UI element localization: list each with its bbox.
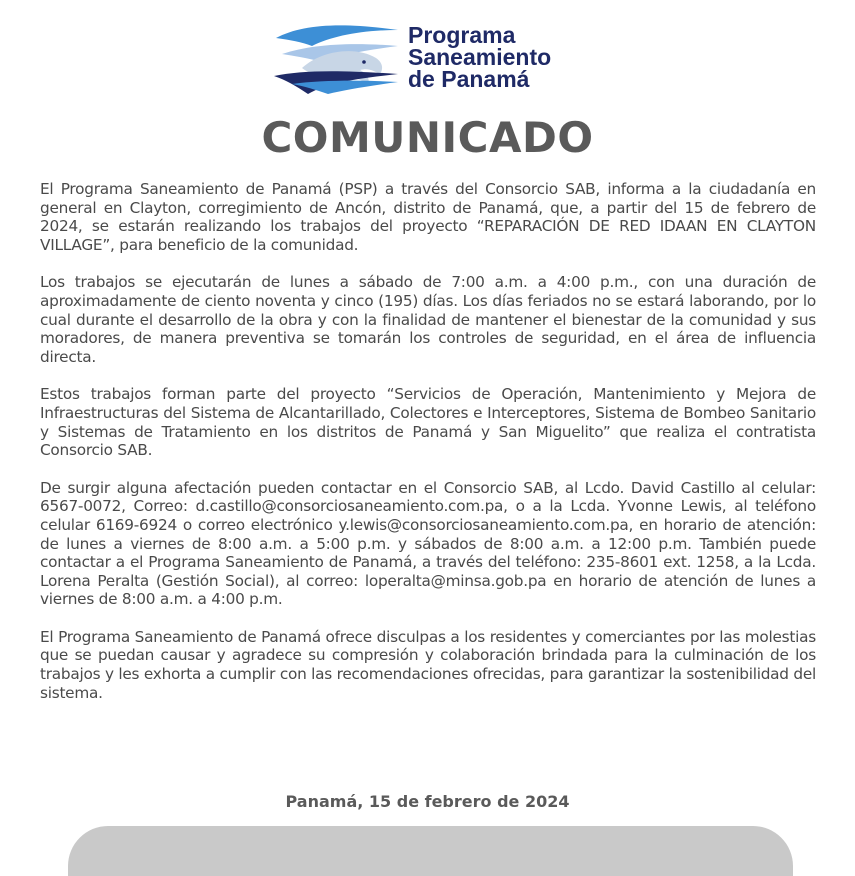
communique-body <box>40 180 816 721</box>
paragraph-contacts: De surgir alguna afectación pueden contactar en el Consorcio SAB, al Lcdo. David Castillo al celular: 6567-0072, Correo: d.castillo@consorciosaneamiento.com.pa, o a la Lcda. Yvonne Lewis, al teléfono celular 6169-6924 o correo electrónico y.lewis@consorciosaneamiento.com.pa, en horario de atención: de lunes a viernes de 8:00 a.m. a 5:00 p.m. y sábados de 8:00 a.m. a 12:00 p.m. También puede contactar a el Programa Saneamiento de Panamá, a través del teléfono: 235-8601 ext. 1258, a la Lcda. Lorena Peralta (Gestión Social), al correo: loperalta@minsa.gob.pa en horario de atención de lunes a viernes de 8:00 a.m. a 4:00 p.m. <box>40 478 816 609</box>
logo-line-2: Saneamiento <box>408 44 552 70</box>
paragraph-apology: El Programa Saneamiento de Panamá ofrece disculpas a los residentes y comerciantes por las molestias que se puedan causar y agradece su compresión y colaboración brindada para la culminación de los trabajos y les exhorta a cumplir con las recomendaciones ofrecidas, para garantizar la sostenibilidad del sistema. <box>40 627 816 702</box>
paragraph-project: Estos trabajos forman parte del proyecto “Servicios de Operación, Mantenimiento y Mejora de Infraestructuras del Sistema de Alcantarillado, Colectores e Interceptores, Sistema de Bombeo Sanitario y Sistemas de Tratamiento en los distritos de Panamá y San Miguelito” que realiza el contratista Consorcio SAB. <box>40 385 816 460</box>
logo-line-1: Programa <box>408 22 516 48</box>
logo-line-3: de Panamá <box>408 66 530 92</box>
document-date: Panamá, 15 de febrero de 2024 <box>285 792 570 811</box>
logo-wordmark <box>408 24 551 90</box>
paragraph-announcement: El Programa Saneamiento de Panamá (PSP) a través del Consorcio SAB, informa a la ciudadanía en general en Clayton, corregimiento de Ancón, distrito de Panamá, que, a partir del 15 de febrero de 2024, se estarán realizando los trabajos del proyecto “REPARACIÓN DE RED IDAAN EN CLAYTON VILLAGE”, para beneficio de la comunidad. <box>40 180 816 254</box>
logo <box>272 20 592 100</box>
page-title: COMUNICADO <box>261 113 594 162</box>
footer-bar <box>68 826 793 876</box>
paragraph-schedule: Los trabajos se ejecutarán de lunes a sábado de 7:00 a.m. a 4:00 p.m., con una duración de aproximadamente de ciento noventa y cinco (195) días. Los días feriados no se estará laborando, por lo cual durante el desarrollo de la obra y con la finalidad de mantener el bienestar de la comunidad y sus moradores, de manera preventiva se tomarán los controles de seguridad, en el área de influencia directa. <box>40 273 816 366</box>
dolphin-wave-icon <box>272 24 402 96</box>
